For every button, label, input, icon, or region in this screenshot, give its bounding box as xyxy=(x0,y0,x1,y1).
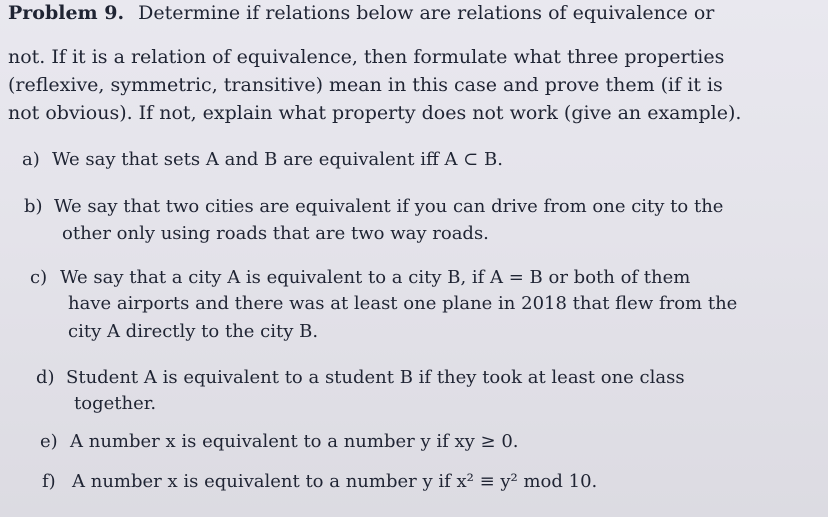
item-e-line-1: A number x is equivalent to a number y if xy ≥ 0. xyxy=(70,431,519,452)
item-b xyxy=(24,193,723,220)
item-d-label: d) xyxy=(36,367,55,388)
item-f-label: f) xyxy=(42,471,56,492)
item-a-line-1: We say that sets A and B are equivalent iff A ⊂ B. xyxy=(52,149,503,170)
item-e xyxy=(40,428,519,455)
problem-header-line xyxy=(8,0,714,27)
item-c-label: c) xyxy=(30,267,48,288)
item-b-line-2: other only using roads that are two way roads. xyxy=(62,223,489,244)
item-b-line-1: We say that two cities are equivalent if you can drive from one city to the xyxy=(54,196,724,217)
item-c xyxy=(30,264,690,291)
item-d-line-2: together. xyxy=(74,393,157,414)
item-b-label: b) xyxy=(24,196,43,217)
intro-line-2: not. If it is a relation of equivalence, then formulate what three properties xyxy=(8,46,725,68)
item-a xyxy=(22,146,503,173)
item-f-line-1: A number x is equivalent to a number y if x² ≡ y² mod 10. xyxy=(72,471,598,492)
item-c-line-3: city A directly to the city B. xyxy=(68,321,319,342)
item-c-line-2: have airports and there was at least one plane in 2018 that flew from the xyxy=(68,293,738,314)
item-e-label: e) xyxy=(40,431,58,452)
item-c-line-1: We say that a city A is equivalent to a city B, if A = B or both of them xyxy=(60,267,691,288)
intro-line-1: Determine if relations below are relations of equivalence or xyxy=(138,2,715,24)
intro-line-3: (reflexive, symmetric, transitive) mean in this case and prove them (if it is xyxy=(8,74,723,96)
intro-line-4: not obvious). If not, explain what property does not work (give an example). xyxy=(8,102,742,124)
item-a-label: a) xyxy=(22,149,40,170)
problem-title: Problem 9. xyxy=(8,2,125,24)
item-d xyxy=(36,364,685,391)
item-f xyxy=(42,468,597,495)
item-d-line-1: Student A is equivalent to a student B if they took at least one class xyxy=(66,367,685,388)
